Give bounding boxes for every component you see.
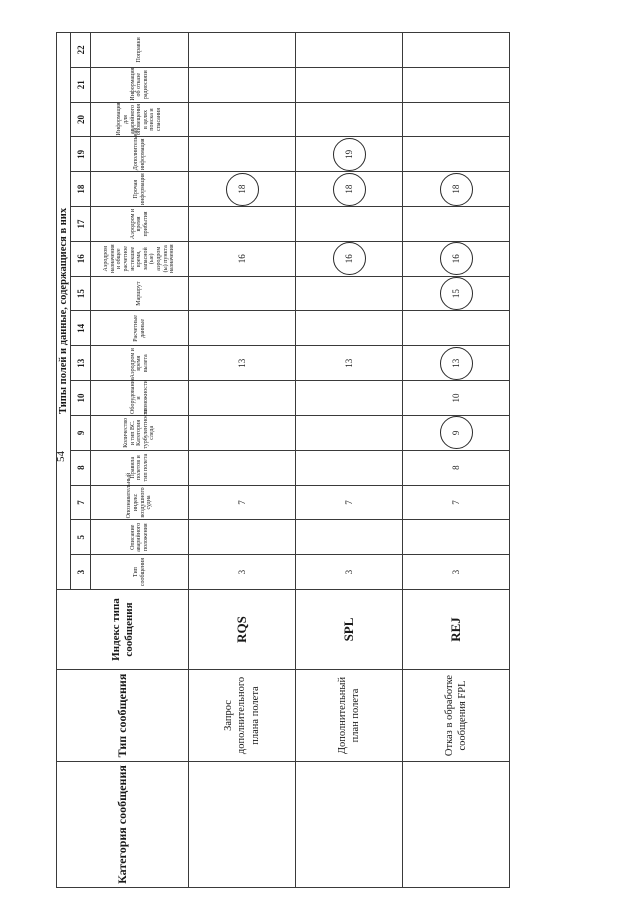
value-text: 16 bbox=[237, 254, 247, 264]
field-name-3 bbox=[91, 555, 189, 590]
field-name-7 bbox=[91, 472, 189, 520]
value-text: 7 bbox=[451, 500, 461, 505]
value-spl-field-18 bbox=[296, 172, 403, 207]
value-rqs-field-21 bbox=[189, 67, 296, 102]
value-text: 7 bbox=[237, 500, 247, 505]
field-name-8 bbox=[91, 450, 189, 485]
field-name-14 bbox=[91, 311, 189, 346]
value-spl-field-8 bbox=[296, 450, 403, 485]
circled-value: 16 bbox=[440, 242, 473, 275]
field-name-13 bbox=[91, 346, 189, 381]
field-number-5: 5 bbox=[71, 520, 91, 555]
field-name-text: Опознавательный индекс воздушного судна bbox=[126, 472, 153, 519]
field-name-21 bbox=[91, 67, 189, 102]
field-number-18: 18 bbox=[71, 172, 91, 207]
value-rej-field-22 bbox=[403, 32, 510, 67]
field-name-22 bbox=[91, 32, 189, 67]
field-name-17 bbox=[91, 207, 189, 242]
value-rej-field-3 bbox=[403, 555, 510, 590]
category-cell bbox=[296, 762, 403, 888]
field-group-header: Типы полей и данные, содержащиеся в них bbox=[57, 32, 71, 589]
field-name-9 bbox=[91, 408, 189, 450]
field-name-20 bbox=[91, 102, 189, 137]
value-rej-field-17 bbox=[403, 207, 510, 242]
field-number-19: 19 bbox=[71, 137, 91, 172]
message-row-spl bbox=[296, 32, 403, 887]
value-spl-field-21 bbox=[296, 67, 403, 102]
value-rej-field-18 bbox=[403, 172, 510, 207]
field-name-text: Аэродром и время вылета bbox=[129, 348, 149, 379]
field-name-text: Информация об отказе радиосвязи bbox=[129, 67, 149, 101]
value-rej-field-5 bbox=[403, 520, 510, 555]
value-text: 13 bbox=[344, 358, 354, 368]
value-rej-field-8 bbox=[403, 450, 510, 485]
value-rqs-field-19 bbox=[189, 137, 296, 172]
value-spl-field-9 bbox=[296, 415, 403, 450]
value-text: 7 bbox=[344, 500, 354, 505]
field-name-10 bbox=[91, 377, 189, 416]
value-text: 3 bbox=[237, 569, 247, 575]
type-header: Тип сообщения bbox=[57, 670, 189, 762]
value-rqs-field-17 bbox=[189, 207, 296, 242]
field-name-text: Аэродром назначения и общее расчетное истекшее время, запасной (ые) аэродром (ы) пункта назначения bbox=[103, 244, 176, 274]
field-number-21: 21 bbox=[71, 67, 91, 102]
value-spl-field-19 bbox=[296, 137, 403, 172]
type-cell: Запрос дополнительного плана полета bbox=[189, 670, 296, 762]
type-cell: Отказ в обработке сообщения FPL bbox=[403, 670, 510, 762]
field-number-13: 13 bbox=[71, 346, 91, 381]
field-number-7: 7 bbox=[71, 485, 91, 520]
value-rej-field-10 bbox=[403, 381, 510, 416]
value-rej-field-20 bbox=[403, 102, 510, 137]
field-number-20: 20 bbox=[71, 102, 91, 137]
message-row-rej bbox=[403, 32, 510, 887]
value-rej-field-13 bbox=[403, 346, 510, 381]
category-cell bbox=[189, 762, 296, 888]
value-spl-field-3 bbox=[296, 555, 403, 590]
circled-value: 16 bbox=[333, 242, 366, 275]
value-rej-field-16 bbox=[403, 241, 510, 276]
circled-value: 9 bbox=[440, 416, 473, 449]
value-spl-field-7 bbox=[296, 485, 403, 520]
value-spl-field-22 bbox=[296, 32, 403, 67]
field-name-text: Аэродром и время прибытия bbox=[129, 208, 149, 240]
field-number-14: 14 bbox=[71, 311, 91, 346]
circled-value: 18 bbox=[440, 173, 473, 206]
value-spl-field-17 bbox=[296, 207, 403, 242]
value-rqs-field-22 bbox=[189, 32, 296, 67]
value-rej-field-19 bbox=[403, 137, 510, 172]
value-rqs-field-16 bbox=[189, 241, 296, 276]
message-types-table bbox=[56, 32, 510, 888]
field-name-text: Поправки bbox=[136, 37, 143, 63]
field-number-17: 17 bbox=[71, 207, 91, 242]
value-rqs-field-10 bbox=[189, 381, 296, 416]
field-name-text: Правила полетов и тип полета bbox=[129, 453, 149, 482]
value-text: 10 bbox=[451, 393, 461, 403]
circled-value: 13 bbox=[440, 347, 473, 380]
field-number-10: 10 bbox=[71, 381, 91, 416]
value-rqs-field-8 bbox=[189, 450, 296, 485]
value-rqs-field-9 bbox=[189, 415, 296, 450]
header-group-row bbox=[57, 32, 71, 887]
field-number-3: 3 bbox=[71, 555, 91, 590]
rotated-table-container bbox=[56, 33, 509, 888]
field-name-text: Маршрут bbox=[136, 281, 143, 306]
circled-value: 19 bbox=[333, 138, 366, 171]
index-cell: RQS bbox=[189, 590, 296, 670]
value-rqs-field-20 bbox=[189, 102, 296, 137]
value-rej-field-9 bbox=[403, 415, 510, 450]
value-spl-field-20 bbox=[296, 102, 403, 137]
field-name-text: Информация для аварийного оповещения в целях поиска и спасания bbox=[116, 102, 162, 136]
value-text: 3 bbox=[344, 569, 354, 575]
category-cell bbox=[403, 762, 510, 888]
index-cell: REJ bbox=[403, 590, 510, 670]
field-number-9: 9 bbox=[71, 415, 91, 450]
field-name-text: Расчетные данные bbox=[132, 315, 146, 342]
circled-value: 18 bbox=[333, 173, 366, 206]
field-name-5 bbox=[91, 520, 189, 555]
field-name-text: Дополнительная информация bbox=[132, 127, 146, 171]
value-spl-field-15 bbox=[296, 276, 403, 311]
field-number-16: 16 bbox=[71, 241, 91, 276]
category-header: Категория сообщения bbox=[57, 762, 189, 888]
field-name-16 bbox=[91, 241, 189, 276]
value-spl-field-5 bbox=[296, 520, 403, 555]
value-rqs-field-15 bbox=[189, 276, 296, 311]
value-rqs-field-13 bbox=[189, 346, 296, 381]
index-cell: SPL bbox=[296, 590, 403, 670]
value-rej-field-7 bbox=[403, 485, 510, 520]
field-name-text: Прочая информация bbox=[132, 173, 146, 206]
value-text: 13 bbox=[237, 358, 247, 368]
table-body bbox=[57, 32, 510, 887]
value-rej-field-14 bbox=[403, 311, 510, 346]
field-name-text: Тип сообщения bbox=[132, 558, 146, 587]
value-rej-field-21 bbox=[403, 67, 510, 102]
value-rqs-field-7 bbox=[189, 485, 296, 520]
field-number-8: 8 bbox=[71, 450, 91, 485]
value-spl-field-16 bbox=[296, 241, 403, 276]
page-number: 54 bbox=[55, 451, 67, 462]
value-text: 3 bbox=[451, 569, 461, 575]
value-rqs-field-14 bbox=[189, 311, 296, 346]
field-name-text: Количество и тип ВС. Категория турбулентности следа bbox=[123, 408, 156, 449]
value-rej-field-15 bbox=[403, 276, 510, 311]
value-text: 8 bbox=[451, 465, 461, 470]
circled-value: 15 bbox=[440, 277, 473, 310]
circled-value: 18 bbox=[226, 173, 259, 206]
message-row-rqs bbox=[189, 32, 296, 887]
field-number-15: 15 bbox=[71, 276, 91, 311]
field-name-text: Описание аварийного положения bbox=[129, 522, 149, 552]
field-name-text: Оборудование и возможности bbox=[129, 377, 149, 414]
field-number-22: 22 bbox=[71, 32, 91, 67]
value-rqs-field-3 bbox=[189, 555, 296, 590]
value-spl-field-14 bbox=[296, 311, 403, 346]
index-header: Индекс типа сообщения bbox=[57, 590, 189, 670]
value-rqs-field-18 bbox=[189, 172, 296, 207]
field-name-15 bbox=[91, 276, 189, 311]
value-spl-field-10 bbox=[296, 381, 403, 416]
field-name-18 bbox=[91, 172, 189, 207]
value-rqs-field-5 bbox=[189, 520, 296, 555]
field-name-19 bbox=[91, 127, 189, 172]
value-spl-field-13 bbox=[296, 346, 403, 381]
type-cell: Дополнительный план полета bbox=[296, 670, 403, 762]
